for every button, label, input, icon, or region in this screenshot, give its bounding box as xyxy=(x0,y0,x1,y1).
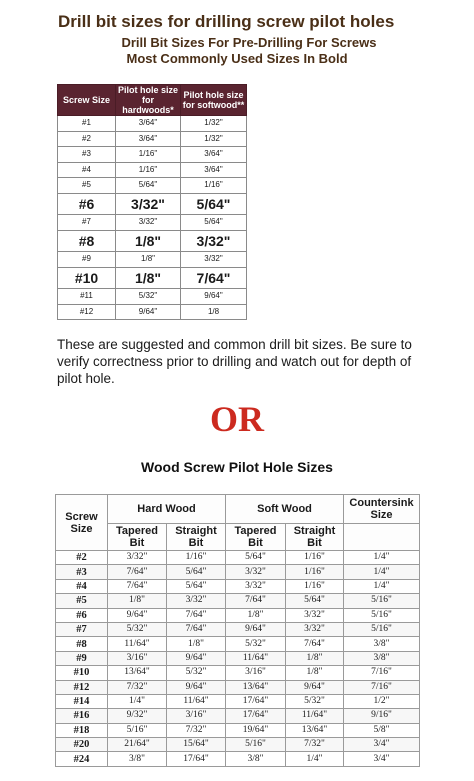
hard-tapered-cell: 3/16" xyxy=(108,651,167,665)
countersink-cell: 3/4" xyxy=(344,738,420,752)
hard-straight-cell: 1/16" xyxy=(167,551,226,565)
screw-size-cell: #1 xyxy=(58,116,116,132)
screw-size-cell: #2 xyxy=(58,131,116,147)
hard-tapered-cell: 21/64" xyxy=(108,738,167,752)
hardwood-pilot-cell: 9/64" xyxy=(116,304,181,320)
wood-screw-table-header-row xyxy=(56,495,420,524)
screw-size-cell: #5 xyxy=(58,178,116,194)
hard-tapered-cell: 13/64" xyxy=(108,666,167,680)
hard-straight-cell: 7/64" xyxy=(167,622,226,636)
screw-size-cell: #7 xyxy=(56,622,108,636)
softwood-pilot-cell: 7/64" xyxy=(181,267,247,289)
softwood-pilot-cell: 3/64" xyxy=(181,147,247,163)
table-row xyxy=(56,723,420,737)
softwood-pilot-cell: 3/32" xyxy=(181,252,247,268)
hardwood-pilot-cell: 1/8" xyxy=(116,252,181,268)
soft-tapered-cell: 13/64" xyxy=(226,680,286,694)
hard-tapered-cell: 1/4" xyxy=(108,694,167,708)
softwood-pilot-cell: 1/32" xyxy=(181,131,247,147)
hardwood-pilot-cell: 5/32" xyxy=(116,289,181,305)
screw-size-cell: #12 xyxy=(56,680,108,694)
table-row xyxy=(56,637,420,651)
soft-straight-cell: 1/16" xyxy=(286,565,344,579)
hard-tapered-cell: 9/32" xyxy=(108,709,167,723)
hard-straight-cell: 15/64" xyxy=(167,738,226,752)
hard-tapered-cell: 7/64" xyxy=(108,579,167,593)
column-header-soft-straight: Straight Bit xyxy=(286,524,344,551)
column-header-countersink-blank xyxy=(344,524,420,551)
pilot-hole-table-body xyxy=(58,116,247,320)
soft-straight-cell: 1/8" xyxy=(286,666,344,680)
hard-straight-cell: 1/8" xyxy=(167,637,226,651)
screw-size-cell: #10 xyxy=(58,267,116,289)
column-header-soft-tapered: Tapered Bit xyxy=(226,524,286,551)
table-row xyxy=(58,116,247,132)
table-row xyxy=(56,651,420,665)
table-row xyxy=(56,608,420,622)
column-header-screw-size: Screw Size xyxy=(58,85,116,116)
soft-straight-cell: 13/64" xyxy=(286,723,344,737)
countersink-cell: 1/4" xyxy=(344,579,420,593)
table-row xyxy=(56,579,420,593)
hard-straight-cell: 7/32" xyxy=(167,723,226,737)
hardwood-pilot-cell: 1/16" xyxy=(116,162,181,178)
disclaimer-note: These are suggested and common drill bit sizes. Be sure to verify correctness prior to drilling and watch out for depth of pilot hole. xyxy=(57,337,412,386)
hard-straight-cell: 7/64" xyxy=(167,608,226,622)
hard-straight-cell: 3/32" xyxy=(167,594,226,608)
column-header-hard-tapered: Tapered Bit xyxy=(108,524,167,551)
pilot-hole-table xyxy=(57,84,247,320)
hardwood-pilot-cell: 3/32" xyxy=(116,193,181,215)
soft-tapered-cell: 5/64" xyxy=(226,551,286,565)
hard-tapered-cell: 1/8" xyxy=(108,594,167,608)
table-row xyxy=(58,162,247,178)
hard-straight-cell: 3/16" xyxy=(167,709,226,723)
countersink-cell: 5/16" xyxy=(344,622,420,636)
hard-straight-cell: 5/64" xyxy=(167,565,226,579)
soft-tapered-cell: 3/32" xyxy=(226,579,286,593)
table-row xyxy=(56,752,420,766)
soft-tapered-cell: 3/16" xyxy=(226,666,286,680)
page-subtitle-bold-note: Most Commonly Used Sizes In Bold xyxy=(126,51,348,66)
table-row xyxy=(56,622,420,636)
soft-straight-cell: 3/32" xyxy=(286,608,344,622)
wood-screw-table-title: Wood Screw Pilot Hole Sizes xyxy=(141,459,333,475)
column-header-softwood: Pilot hole size for softwood** xyxy=(181,85,247,116)
hardwood-pilot-cell: 1/8" xyxy=(116,267,181,289)
screw-size-cell: #3 xyxy=(58,147,116,163)
soft-tapered-cell: 9/64" xyxy=(226,622,286,636)
soft-tapered-cell: 17/64" xyxy=(226,709,286,723)
table-row xyxy=(56,551,420,565)
soft-tapered-cell: 11/64" xyxy=(226,651,286,665)
hard-tapered-cell: 3/32" xyxy=(108,551,167,565)
screw-size-cell: #8 xyxy=(56,637,108,651)
screw-size-cell: #11 xyxy=(58,289,116,305)
soft-tapered-cell: 3/32" xyxy=(226,565,286,579)
hard-straight-cell: 9/64" xyxy=(167,680,226,694)
hard-straight-cell: 17/64" xyxy=(167,752,226,766)
table-row xyxy=(56,709,420,723)
hard-straight-cell: 9/64" xyxy=(167,651,226,665)
screw-size-cell: #18 xyxy=(56,723,108,737)
table-row xyxy=(58,193,247,215)
column-header-hard-wood: Hard Wood xyxy=(108,495,226,524)
page-subtitle: Drill Bit Sizes For Pre-Drilling For Screws xyxy=(121,35,377,50)
hard-tapered-cell: 5/16" xyxy=(108,723,167,737)
hard-tapered-cell: 11/64" xyxy=(108,637,167,651)
softwood-pilot-cell: 1/8 xyxy=(181,304,247,320)
table-row xyxy=(56,738,420,752)
screw-size-cell: #24 xyxy=(56,752,108,766)
soft-straight-cell: 1/8" xyxy=(286,651,344,665)
softwood-pilot-cell: 1/32" xyxy=(181,116,247,132)
table-row xyxy=(58,131,247,147)
soft-straight-cell: 5/32" xyxy=(286,694,344,708)
screw-size-cell: #8 xyxy=(58,230,116,252)
screw-size-cell: #9 xyxy=(56,651,108,665)
table-row xyxy=(58,215,247,231)
table-row xyxy=(56,565,420,579)
hard-tapered-cell: 3/8" xyxy=(108,752,167,766)
hardwood-pilot-cell: 3/64" xyxy=(116,116,181,132)
soft-tapered-cell: 3/8" xyxy=(226,752,286,766)
soft-straight-cell: 1/4" xyxy=(286,752,344,766)
table-row xyxy=(58,230,247,252)
screw-size-cell: #3 xyxy=(56,565,108,579)
screw-size-cell: #20 xyxy=(56,738,108,752)
soft-straight-cell: 7/64" xyxy=(286,637,344,651)
table-row xyxy=(56,666,420,680)
countersink-cell: 5/16" xyxy=(344,594,420,608)
pilot-hole-table-header xyxy=(58,85,247,116)
countersink-cell: 9/16" xyxy=(344,709,420,723)
hard-tapered-cell: 9/64" xyxy=(108,608,167,622)
column-header-hardwoods: Pilot hole size for hardwoods* xyxy=(116,85,181,116)
hardwood-pilot-cell: 5/64" xyxy=(116,178,181,194)
soft-straight-cell: 1/16" xyxy=(286,579,344,593)
screw-size-cell: #6 xyxy=(56,608,108,622)
countersink-cell: 3/8" xyxy=(344,637,420,651)
hard-tapered-cell: 5/32" xyxy=(108,622,167,636)
table-row xyxy=(56,694,420,708)
softwood-pilot-cell: 3/32" xyxy=(181,230,247,252)
countersink-cell: 1/2" xyxy=(344,694,420,708)
hard-tapered-cell: 7/64" xyxy=(108,565,167,579)
hardwood-pilot-cell: 3/64" xyxy=(116,131,181,147)
countersink-cell: 7/16" xyxy=(344,666,420,680)
column-header-screw-size: Screw Size xyxy=(56,495,108,551)
hardwood-pilot-cell: 3/32" xyxy=(116,215,181,231)
soft-tapered-cell: 19/64" xyxy=(226,723,286,737)
table-row xyxy=(58,178,247,194)
soft-tapered-cell: 5/32" xyxy=(226,637,286,651)
hardwood-pilot-cell: 1/8" xyxy=(116,230,181,252)
countersink-cell: 5/8" xyxy=(344,723,420,737)
screw-size-cell: #10 xyxy=(56,666,108,680)
hard-tapered-cell: 7/32" xyxy=(108,680,167,694)
table-row xyxy=(58,304,247,320)
wood-screw-pilot-table xyxy=(55,494,420,767)
soft-straight-cell: 3/32" xyxy=(286,622,344,636)
countersink-cell: 1/4" xyxy=(344,565,420,579)
softwood-pilot-cell: 1/16" xyxy=(181,178,247,194)
screw-size-cell: #16 xyxy=(56,709,108,723)
table-row xyxy=(56,594,420,608)
screw-size-cell: #14 xyxy=(56,694,108,708)
screw-size-cell: #7 xyxy=(58,215,116,231)
countersink-cell: 7/16" xyxy=(344,680,420,694)
column-header-soft-wood: Soft Wood xyxy=(226,495,344,524)
column-header-countersink: Countersink Size xyxy=(344,495,420,524)
soft-straight-cell: 5/64" xyxy=(286,594,344,608)
table-row xyxy=(58,252,247,268)
hardwood-pilot-cell: 1/16" xyxy=(116,147,181,163)
screw-size-cell: #2 xyxy=(56,551,108,565)
screw-size-cell: #6 xyxy=(58,193,116,215)
soft-straight-cell: 11/64" xyxy=(286,709,344,723)
soft-straight-cell: 9/64" xyxy=(286,680,344,694)
soft-tapered-cell: 7/64" xyxy=(226,594,286,608)
or-divider: OR xyxy=(210,399,264,439)
hard-straight-cell: 5/64" xyxy=(167,579,226,593)
table-row xyxy=(56,680,420,694)
hard-straight-cell: 5/32" xyxy=(167,666,226,680)
screw-size-cell: #5 xyxy=(56,594,108,608)
soft-tapered-cell: 5/16" xyxy=(226,738,286,752)
countersink-cell: 1/4" xyxy=(344,551,420,565)
column-header-hard-straight: Straight Bit xyxy=(167,524,226,551)
table-row xyxy=(58,289,247,305)
countersink-cell: 3/4" xyxy=(344,752,420,766)
countersink-cell: 5/16" xyxy=(344,608,420,622)
screw-size-cell: #4 xyxy=(56,579,108,593)
softwood-pilot-cell: 9/64" xyxy=(181,289,247,305)
table-row xyxy=(58,147,247,163)
soft-tapered-cell: 1/8" xyxy=(226,608,286,622)
screw-size-cell: #4 xyxy=(58,162,116,178)
wood-screw-table-subheader-row xyxy=(56,524,420,551)
wood-screw-table-body xyxy=(56,551,420,767)
page-title: Drill bit sizes for drilling screw pilot holes xyxy=(58,12,395,31)
hard-straight-cell: 11/64" xyxy=(167,694,226,708)
screw-size-cell: #12 xyxy=(58,304,116,320)
screw-size-cell: #9 xyxy=(58,252,116,268)
softwood-pilot-cell: 3/64" xyxy=(181,162,247,178)
countersink-cell: 3/8" xyxy=(344,651,420,665)
soft-straight-cell: 7/32" xyxy=(286,738,344,752)
soft-tapered-cell: 17/64" xyxy=(226,694,286,708)
table-row xyxy=(58,267,247,289)
softwood-pilot-cell: 5/64" xyxy=(181,193,247,215)
softwood-pilot-cell: 5/64" xyxy=(181,215,247,231)
soft-straight-cell: 1/16" xyxy=(286,551,344,565)
